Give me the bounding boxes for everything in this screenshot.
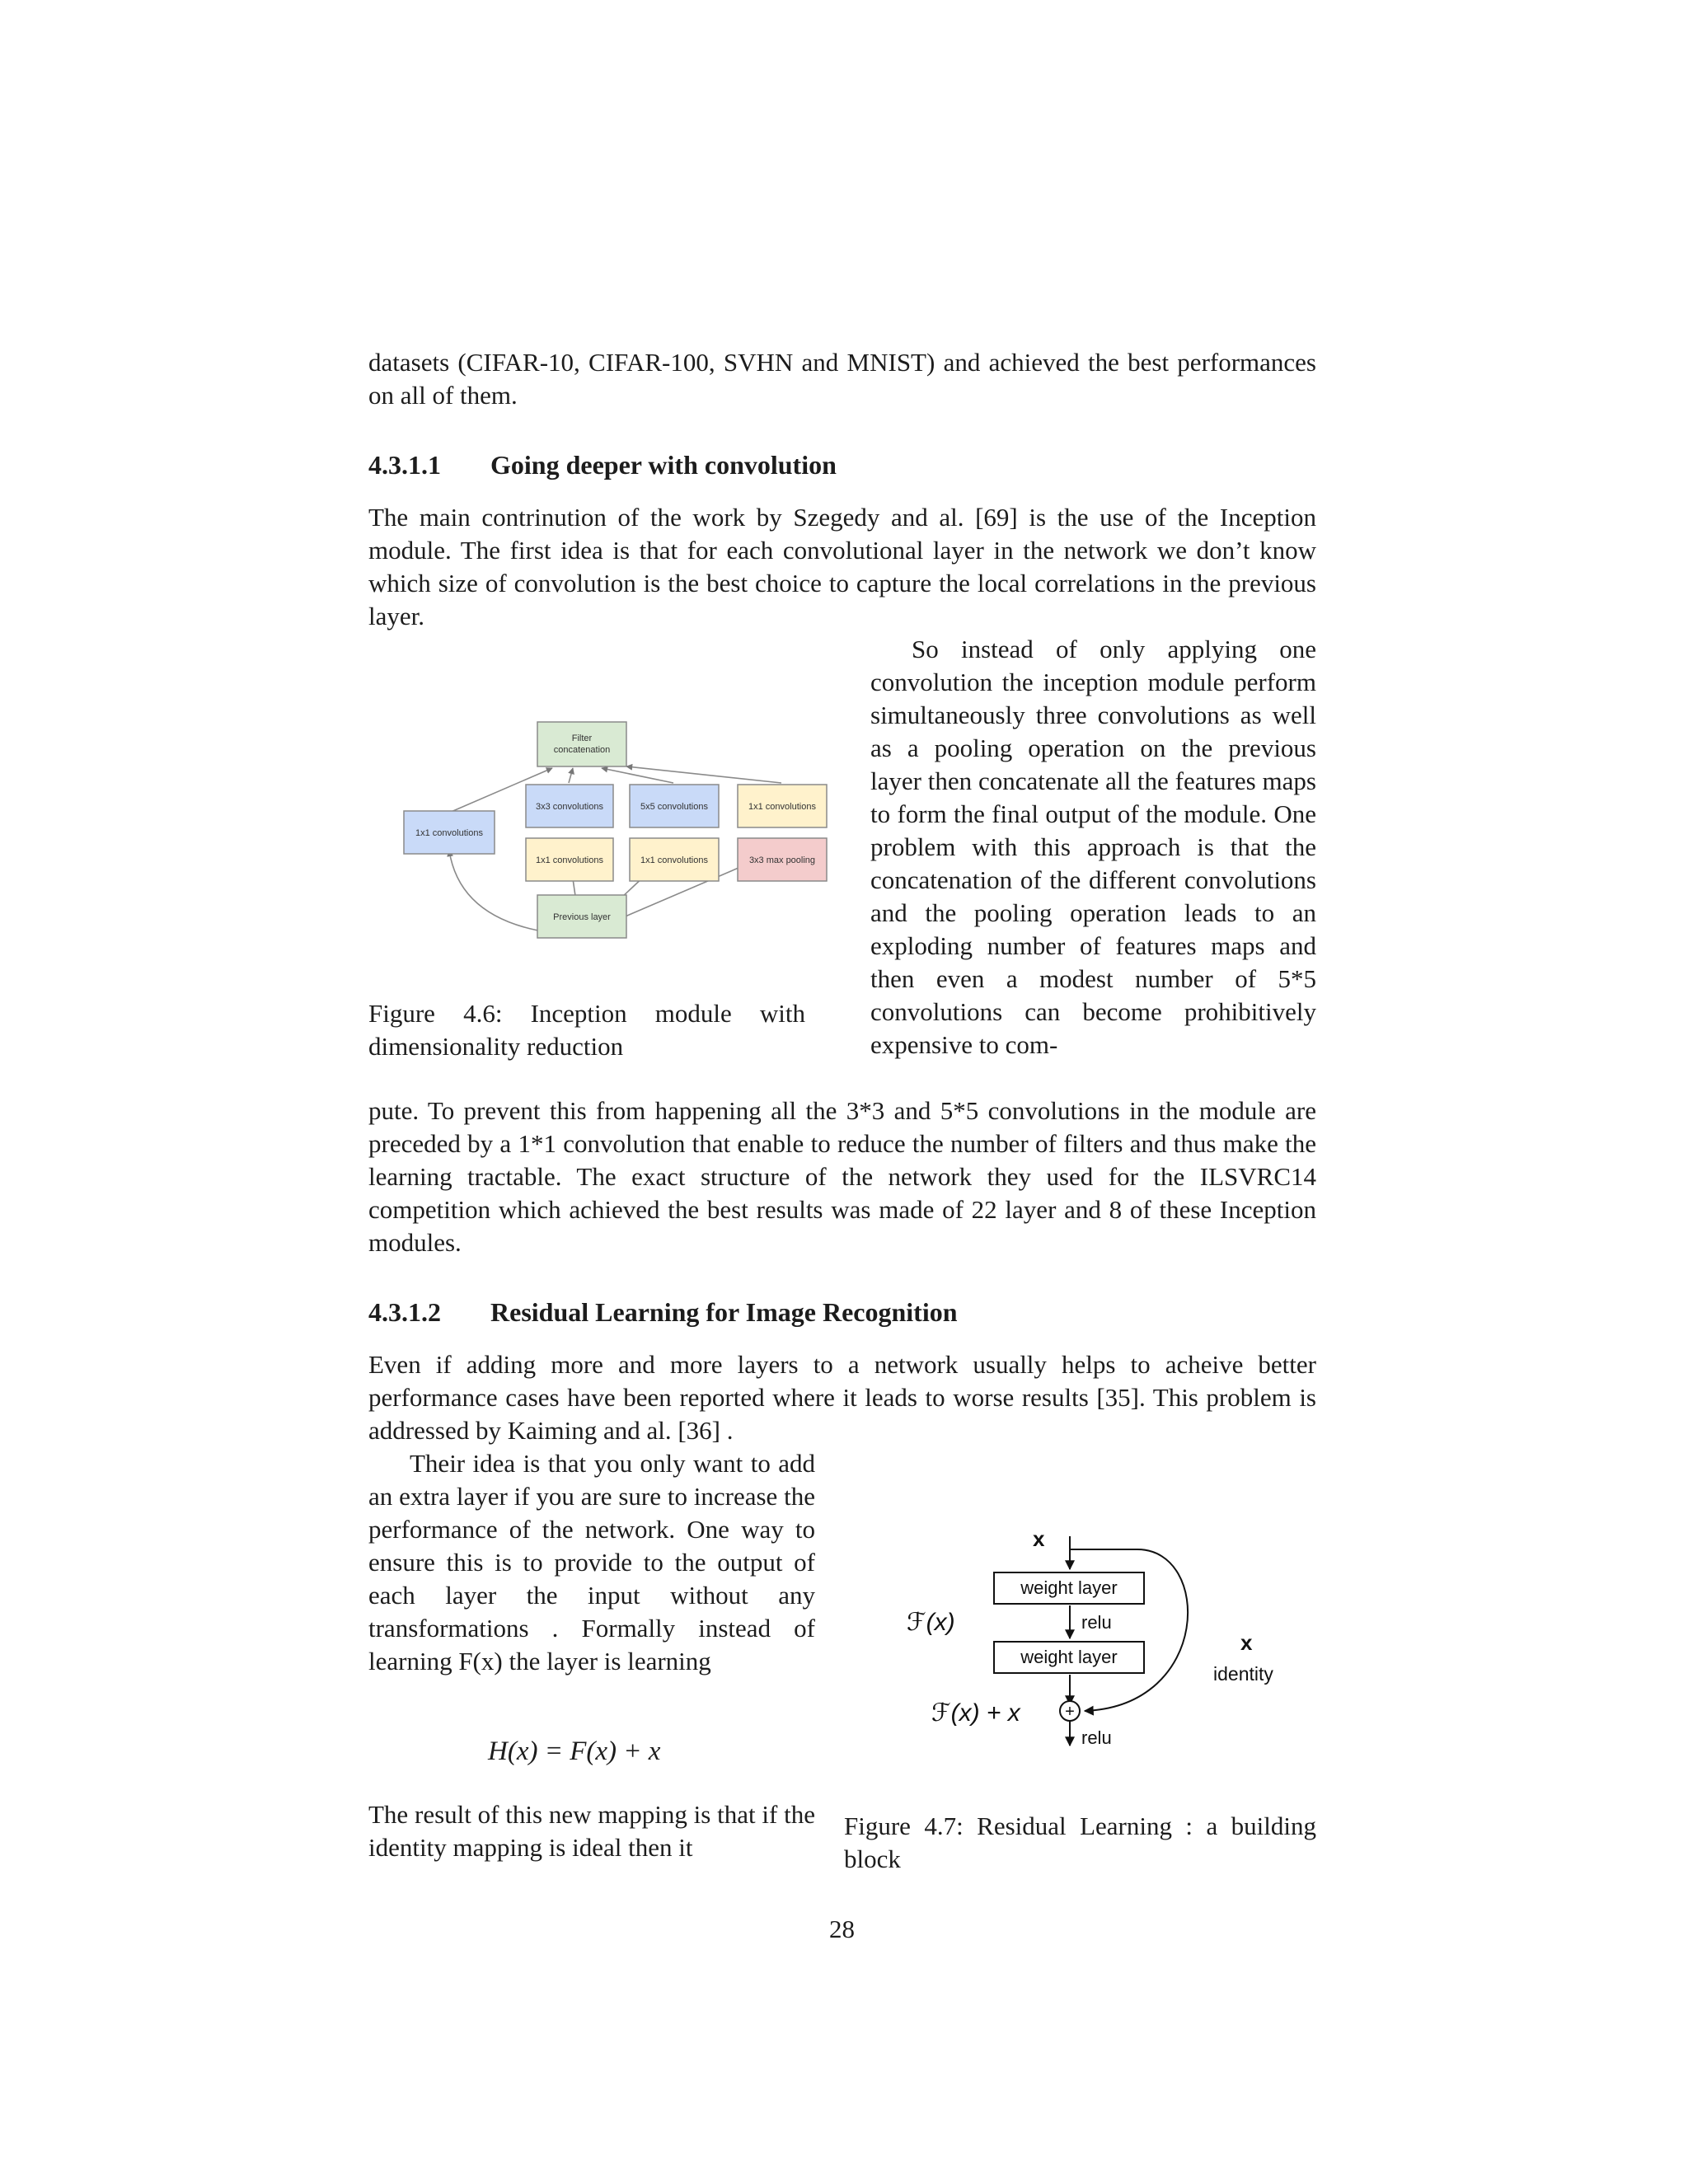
- section-heading-residual: [368, 1297, 958, 1328]
- conv5x5-label: 5x5 convolutions: [640, 802, 708, 812]
- conv1x1-b-label: 1x1 convolutions: [640, 855, 708, 865]
- conv1x1-top-label: 1x1 convolutions: [748, 802, 816, 812]
- conv1x1-a-label: 1x1 convolutions: [536, 855, 603, 865]
- section-title: Going deeper with convolution: [490, 450, 837, 480]
- residual-paragraph-2: Their idea is that you only want to add an extra layer if you are sure to increase the performance of the network. One way to ensure this is to provide to the output of each layer the input without any transformations . Formally instead of learning F(x) the layer is learning: [368, 1449, 815, 1675]
- section-number: 4.3.1.1: [368, 450, 441, 480]
- relu-2-label: relu: [1081, 1727, 1112, 1748]
- intro-paragraph: datasets (CIFAR-10, CIFAR-100, SVHN and MNIST) and achieved the best performances on all of them.: [368, 348, 1316, 410]
- inception-figure-caption: Figure 4.6: Inception module with dimensionality reduction: [368, 999, 805, 1061]
- relu-1-label: relu: [1081, 1612, 1112, 1633]
- residual-x-top: x: [1033, 1526, 1045, 1551]
- conv1x1-left-label: 1x1 convolutions: [415, 828, 483, 838]
- residual-figure-caption: Figure 4.7: Residual Learning : a building block: [844, 1811, 1316, 1873]
- section-heading-inception: [368, 450, 837, 480]
- fx-label: ℱ(x): [907, 1609, 955, 1636]
- maxpool-label: 3x3 max pooling: [748, 855, 816, 865]
- page-number: 28: [829, 1915, 855, 1943]
- fx-plus-x-label: ℱ(x) + x: [931, 1699, 1020, 1727]
- residual-diagram: [890, 1516, 1302, 1764]
- inception-paragraph-2-rest: pute. To prevent this from happening all the 3*3 and 5*5 convolutions in the module are preceded by a 1*1 convolution that enable to reduce the number of filters and thus make the learning tractable. The exact structure of the network they used for the ILSVRC14 competition which achieved the best results was made of 22 layer and 8 of these Inception modules.: [368, 1096, 1316, 1257]
- identity-x-label: x: [1240, 1630, 1253, 1655]
- inception-diagram: [387, 701, 832, 956]
- inception-paragraph-2-wrap: So instead of only applying one convolution the inception module perform simultaneously three convolutions as well as a pooling operation on the previous layer then concatenate all the features maps to form the final output of the module. One problem with this approach is that the concatenation of the different convolutions and the pooling operation leads to an exploding number of features maps and then even a modest number of 5*5 convolutions can become prohibitively expensive to com-: [870, 635, 1316, 1059]
- identity-label: identity: [1213, 1663, 1273, 1685]
- plus-icon: +: [1065, 1703, 1075, 1721]
- filter-concat-label-1: Filter: [571, 733, 593, 743]
- inception-figure: [387, 701, 832, 956]
- residual-paragraph-1: Even if adding more and more layers to a network usually helps to acheive better performance cases have been reported where it leads to worse results [35]. This problem is addressed by Kaiming and al. [36] .: [368, 1350, 1316, 1445]
- filter-concat-label-2: concatenation: [553, 745, 611, 755]
- previous-layer-label: Previous layer: [553, 912, 611, 922]
- residual-paragraph-3: The result of this new mapping is that if the identity mapping is ideal then it: [368, 1800, 815, 1862]
- residual-equation: H(x) = F(x) + x: [488, 1736, 661, 1766]
- section-number: 4.3.1.2: [368, 1297, 441, 1327]
- section-title: Residual Learning for Image Recognition: [490, 1297, 958, 1327]
- filter-concat-box: [537, 722, 626, 766]
- conv3x3-label: 3x3 convolutions: [536, 802, 603, 812]
- weight-layer-1-label: weight layer: [1020, 1577, 1118, 1598]
- weight-layer-2-label: weight layer: [1020, 1647, 1118, 1667]
- residual-figure: [890, 1516, 1302, 1764]
- inception-paragraph-1: The main contrinution of the work by Szegedy and al. [69] is the use of the Inception module. The first idea is that for each convolutional layer in the network we don’t know which size of convolution is the best choice to capture the local correlations in the previous layer.: [368, 503, 1316, 630]
